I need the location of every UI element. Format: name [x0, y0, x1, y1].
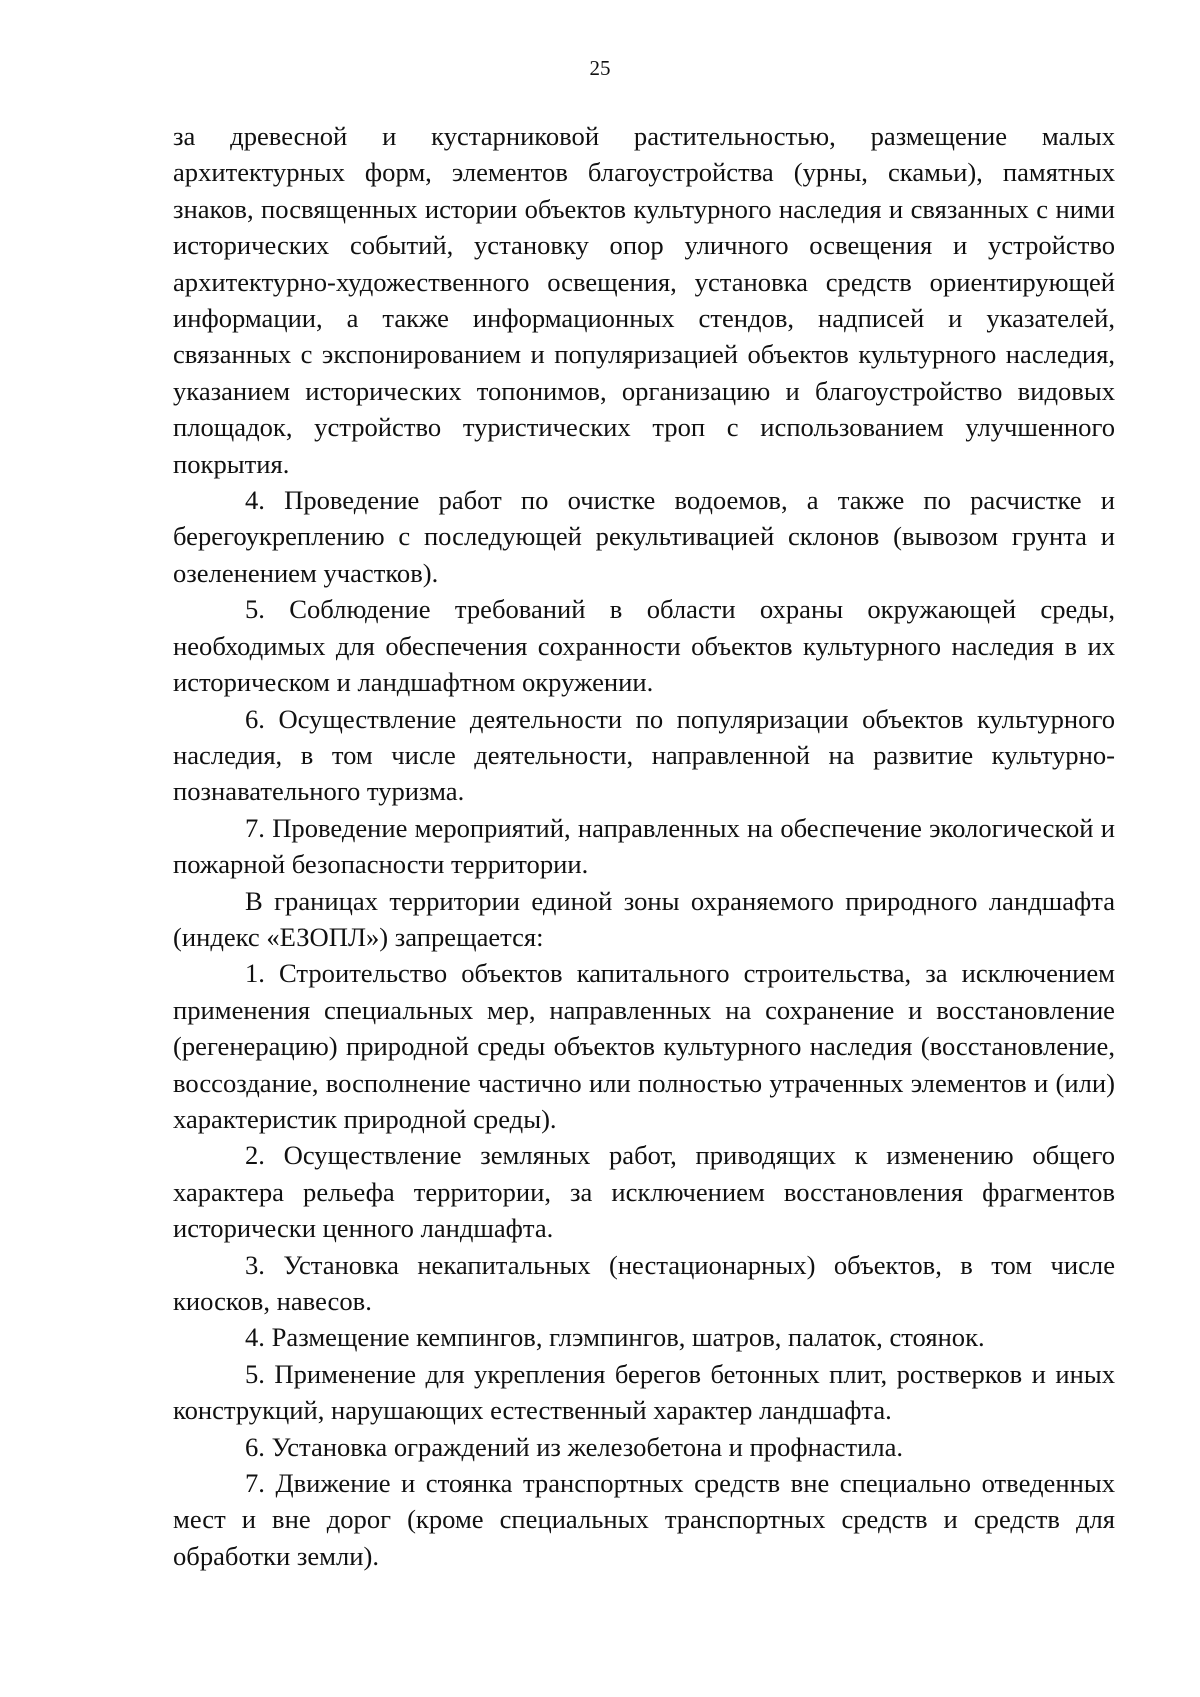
- paragraph-prohibited-item-4: 4. Размещение кемпингов, глэмпингов, шатров, палаток, стоянок.: [245, 1322, 985, 1353]
- paragraph-allowed-item-5: 5. Соблюдение требований в области охраны окружающей среды, необходимых для обеспечения сохранности объектов культурного наследия в их историческом и ландшафтном окружении.: [173, 594, 1115, 698]
- paragraph-prohibited-item-2: 2. Осуществление земляных работ, приводящих к изменению общего характера рельефа территории, за исключением восстановления фрагментов исторически ценного ландшафта.: [173, 1140, 1115, 1244]
- document-body: [173, 118, 1115, 1574]
- paragraph-allowed-item-4: 4. Проведение работ по очистке водоемов, а также по расчистке и берегоукреплению с последующей рекультивацией склонов (вывозом грунта и озеленением участков).: [173, 485, 1115, 588]
- paragraph-allowed-item-6: 6. Осуществление деятельности по популяризации объектов культурного наследия, в том числе деятельности, направленной на развитие культурно-познавательного туризма.: [173, 703, 1115, 807]
- paragraph-prohibited-intro: В границах территории единой зоны охраняемого природного ландшафта (индекс «ЕЗОПЛ») запрещается:: [173, 885, 1115, 952]
- page-number: 25: [589, 56, 611, 80]
- paragraph-prohibited-item-7: 7. Движение и стоянка транспортных средств вне специально отведенных мест и вне дорог (кроме специальных транспортных средств и средств для обработки земли).: [173, 1468, 1115, 1571]
- paragraph-prohibited-item-3: 3. Установка некапитальных (нестационарных) объектов, в том числе киосков, навесов.: [173, 1249, 1115, 1316]
- paragraph-continuation: за древесной и кустарниковой растительностью, размещение малых архитектурных форм, элементов благоустройства (урны, скамьи), памятных знаков, посвященных истории объектов культурного наследия и связанных с ними исторических событий, установку опор уличного освещения и устройство архитектурно-художественного освещения, установка средств ориентирующей информации, а также информационных стендов, надписей и указателей, связанных с экспонированием и популяризацией объектов культурного наследия, указанием исторических топонимов, организацию и благоустройство видовых площадок, устройство туристических троп с использованием улучшенного покрытия.: [173, 121, 1115, 479]
- paragraph-prohibited-item-1: 1. Строительство объектов капитального строительства, за исключением применения специальных мер, направленных на сохранение и восстановление (регенерацию) природной среды объектов культурного наследия (восстановление, воссоздание, восполнение частично или полностью утраченных элементов и (или) характеристик природной среды).: [173, 958, 1115, 1134]
- paragraph-allowed-item-7: 7. Проведение мероприятий, направленных на обеспечение экологической и пожарной безопасности территории.: [173, 812, 1115, 880]
- paragraph-prohibited-item-5: 5. Применение для укрепления берегов бетонных плит, ростверков и иных конструкций, нарушающих естественный характер ландшафта.: [173, 1358, 1115, 1426]
- paragraph-prohibited-item-6: 6. Установка ограждений из железобетона и профнастила.: [245, 1431, 904, 1462]
